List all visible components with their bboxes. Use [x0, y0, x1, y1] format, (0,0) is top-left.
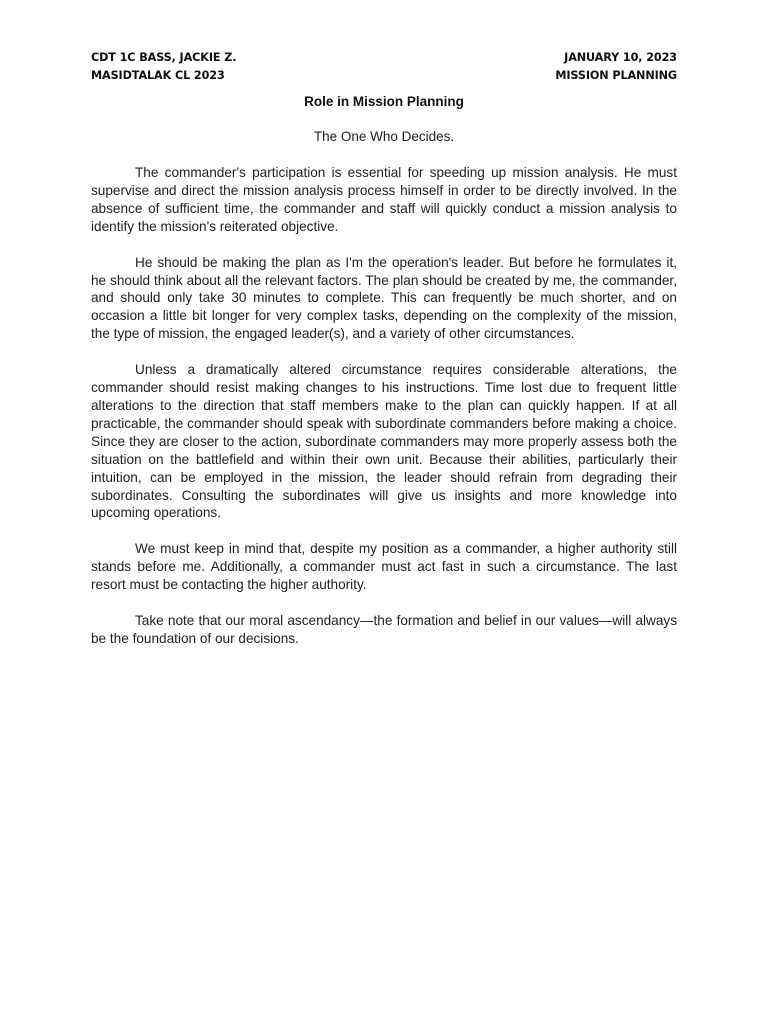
header-left-block: [91, 49, 236, 85]
school-class: MASIDTALAK CL 2023: [91, 69, 225, 82]
cadet-name: CDT 1C BASS, JACKIE Z.: [91, 51, 237, 64]
paragraph: The commander's participation is essential for speeding up mission analysis. He must supervise and direct the mission analysis process himself in order to be directly involved. In the absence of sufficient time, the commander and staff will quickly conduct a mission analysis to identify the mission's reiterated objective.: [91, 165, 677, 234]
document-date: JANUARY 10, 2023: [564, 51, 677, 64]
document-body: [91, 164, 677, 666]
header-right-block: [555, 49, 677, 85]
paragraph: Take note that our moral ascendancy—the formation and belief in our values—will always be the foundation of our decisions.: [91, 613, 677, 646]
document-title: Role in Mission Planning: [304, 94, 464, 109]
document-subtitle: The One Who Decides.: [313, 129, 455, 144]
paragraph: He should be making the plan as I'm the operation's leader. But before he formulates it, he should think about all the relevant factors. The plan should be created by me, the commander, and should only take 30 minutes to complete. This can frequently be much shorter, and on occasion a little bit longer for very complex tasks, depending on the complexity of the mission, the type of mission, the engaged leader(s), and a variety of other circumstances.: [91, 254, 677, 342]
document-header: [91, 49, 677, 85]
paragraph: We must keep in mind that, despite my position as a commander, a higher authority still stands before me. Additionally, a commander must act fast in such a circumstance. The last resort must be contacting the higher authority.: [91, 541, 677, 593]
document-subject: MISSION PLANNING: [555, 69, 677, 82]
paragraph: Unless a dramatically altered circumstance requires considerable alterations, the commander should resist making changes to his instructions. Time lost due to frequent little alterations to the direction that staff members make to the plan can quickly happen. If at all practicable, the commander should speak with subordinate commanders before making a choice. Since they are closer to the action, subordinate commanders may more properly assess both the situation on the battlefield and within their own unit. Because their abilities, particularly their intuition, can be employed in the mission, the leader should refrain from degrading their subordinates. Consulting the subordinates will give us insights and more knowledge into upcoming operations.: [91, 362, 677, 521]
